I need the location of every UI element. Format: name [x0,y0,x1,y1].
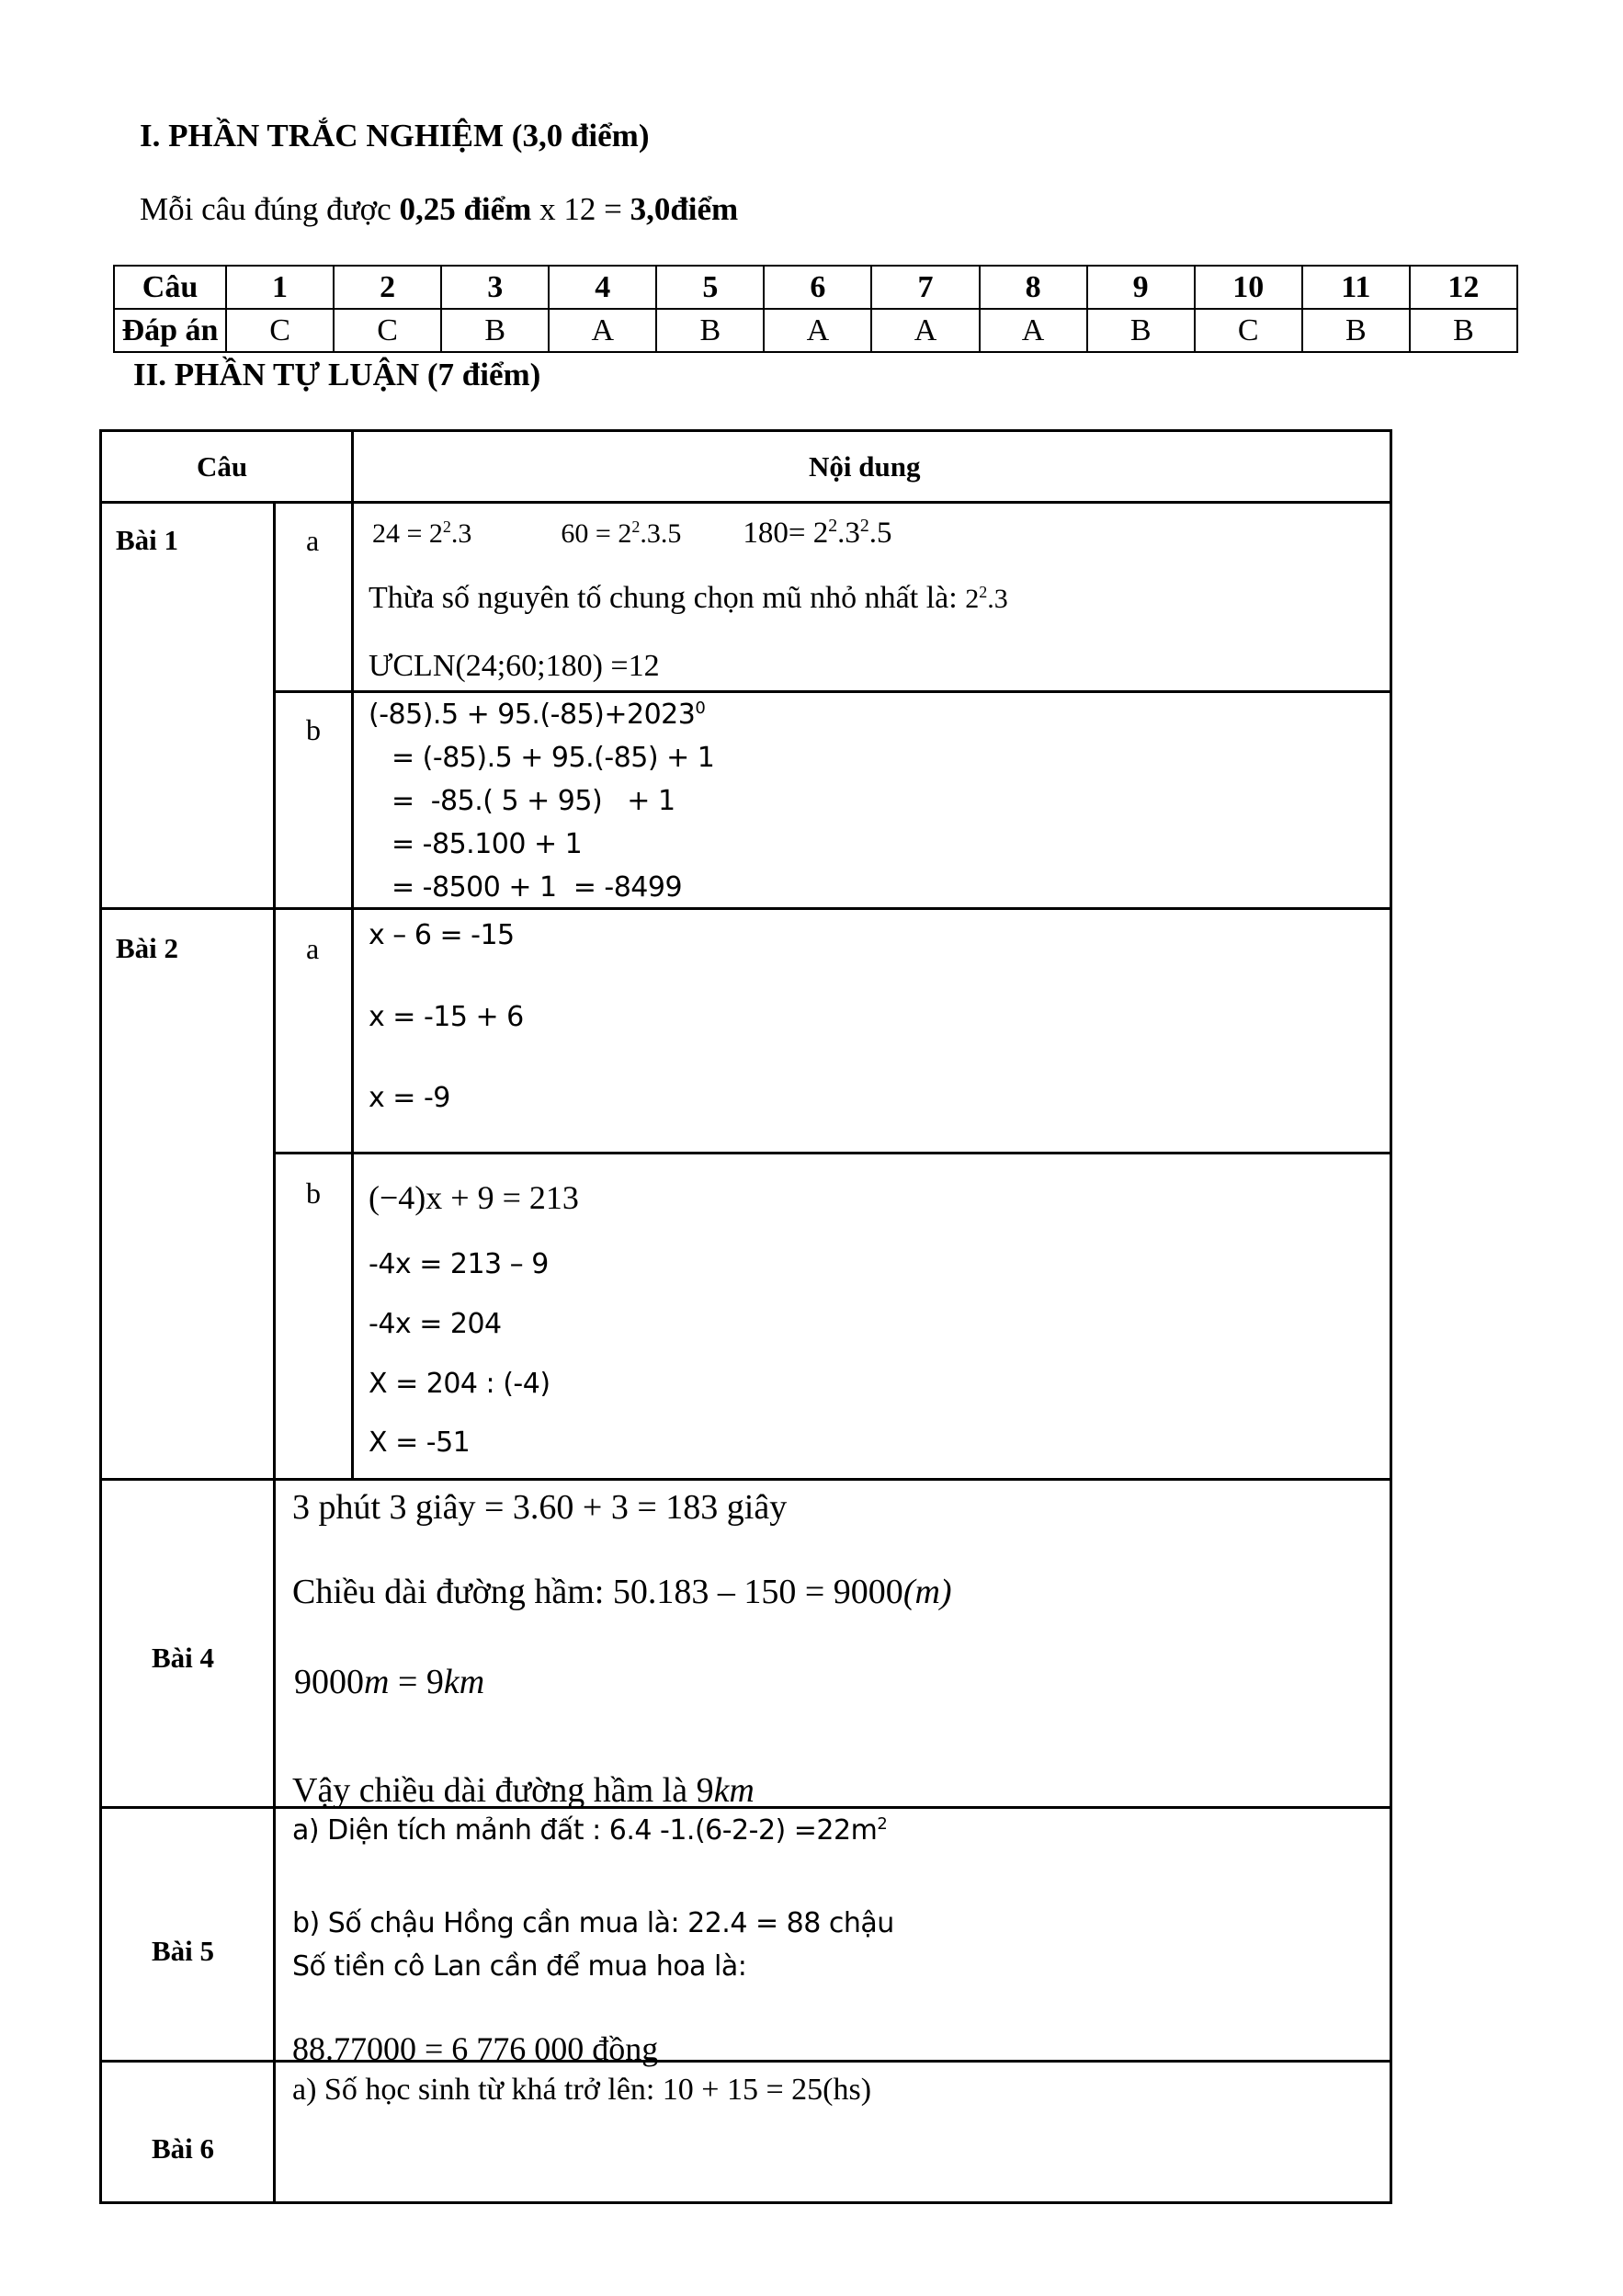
question-number: 9 [1087,266,1195,309]
factor-180: $180= 2^2.3^2.5$ [743,516,892,550]
answer-cell: A [871,309,979,352]
bai1a-factorizations [372,517,892,551]
question-number-row [114,266,1517,309]
question-number: 4 [549,266,656,309]
answer-cell: C [226,309,334,352]
bai1b-step: = (-85).5 + 95.(-85) + 1 [392,742,715,774]
section-1-title: I. PHẦN TRẮC NGHIỆM (3,0 điểm) [140,118,650,153]
question-number: 8 [980,266,1087,309]
column-divider-content [351,429,354,1481]
question-number: 1 [226,266,334,309]
bai1b-step: = -85.( 5 + 95) + 1 [392,785,675,817]
bai2-bai4-divider [99,1478,1392,1481]
table-border-right [1390,429,1392,2204]
bai4-line1: 3 phút 3 giây = 3.60 + 3 = 183 giây [292,1488,788,1527]
bai2a-step: x = -9 [369,1082,450,1114]
answer-row [114,309,1517,352]
answer-cell: B [656,309,764,352]
header-noi-dung: Nội dung [809,450,921,483]
answer-key-table [113,265,1518,353]
column-divider-subpart [273,502,276,1481]
question-number: 5 [656,266,764,309]
scoring-multiplier: x 12 = [531,191,630,227]
header-cau: Câu [197,450,248,483]
bai1-label: Bài 1 [116,524,179,556]
answer-cell: B [441,309,549,352]
bai5b-cost-value: 88.77000 = 6 776 000 đồng [292,2030,659,2067]
answer-cell: A [980,309,1087,352]
factor-24: $24 = 2^2.3$ [372,517,472,549]
bai6a-text: a) Số học sinh từ khá trở lên: 10 + 15 = 25(hs) [292,2073,872,2107]
answer-cell: A [549,309,656,352]
bai2b-step: X = 204 : (-4) [369,1368,550,1400]
answer-cell: A [764,309,871,352]
scoring-prefix: Mỗi câu đúng được [140,191,400,227]
scoring-rule [140,191,738,228]
bai5b-pots: b) Số chậu Hồng cần mua là: 22.4 = 88 chậu [292,1907,894,1939]
bai2b-step: -4x = 204 [369,1308,502,1340]
bai5a-area: a) Diện tích mảnh đất : 6.4 $-1.(6-2-2) =22m^2$ [292,1814,888,1847]
scoring-points: 0,25 điểm [399,191,532,227]
scoring-total: 3,0điểm [630,191,739,227]
question-number: 11 [1302,266,1410,309]
bai2-label: Bài 2 [116,932,179,964]
answer-cell: C [1195,309,1302,352]
question-number: 3 [441,266,549,309]
bai2b-label: b [306,1176,321,1210]
bai2-ab-divider [273,1152,1392,1154]
bai1-ab-divider [273,690,1392,693]
table-border-bottom [99,2201,1392,2204]
bai4-conclusion: Vậy chiều dài đường hầm là 9km [292,1771,755,1810]
bai4-line3: 9000m = 9km [294,1663,485,1701]
section-2-title: II. PHẦN TỰ LUẬN (7 điểm) [133,357,541,392]
bai2b-equation: (−4)x + 9 = 213 [369,1179,579,1216]
row-label-dap-an: Đáp án [114,309,226,352]
bai1b-label: b [306,713,321,746]
question-number: 6 [764,266,871,309]
bai1a-common-factor: Thừa số nguyên tố chung chọn mũ nhỏ nhất là: $2^2.3$ [369,581,1008,615]
bai1b-step: = -85.100 + 1 [392,828,583,860]
answer-cell: B [1087,309,1195,352]
header-divider [99,501,1392,504]
answer-cell: B [1302,309,1410,352]
question-number: 10 [1195,266,1302,309]
table-border-top [99,429,1392,432]
bai2a-label: a [306,932,320,965]
bai1-bai2-divider [99,907,1392,910]
bai4-label: Bài 4 [152,1642,215,1674]
bai5-label: Bài 5 [152,1935,215,1967]
bai2b-step: -4x = 213 – 9 [369,1248,549,1280]
bai2a-step: x = -15 + 6 [369,1001,524,1033]
question-number: 2 [334,266,441,309]
bai1a-gcd: ƯCLN(24;60;180) =12 [369,649,660,683]
bai4-line2: Chiều dài đường hầm: 50.183 – 150 = 9000(m) [292,1573,952,1611]
answer-cell: C [334,309,441,352]
bai2a-step: x – 6 = -15 [369,919,515,951]
question-number: 12 [1410,266,1517,309]
row-label-cau: Câu [114,266,226,309]
bai5b-cost-label: Số tiền cô Lan cần để mua hoa là: [292,1950,747,1983]
factor-60: $60 = 2^2.3.5$ [561,517,682,549]
bai1b-step: = -8500 + 1 = -8499 [392,871,683,904]
bai6-label: Bài 6 [152,2132,215,2165]
bai2b-step: X = -51 [369,1426,471,1459]
bai1a-label: a [306,524,320,557]
bai1b-line1: $(-85).5 + 95.(-85)+2023^0$ [369,699,706,731]
answer-cell: B [1410,309,1517,352]
column-divider-lower [273,1479,276,2204]
question-number: 7 [871,266,979,309]
table-border-left [99,429,102,2204]
